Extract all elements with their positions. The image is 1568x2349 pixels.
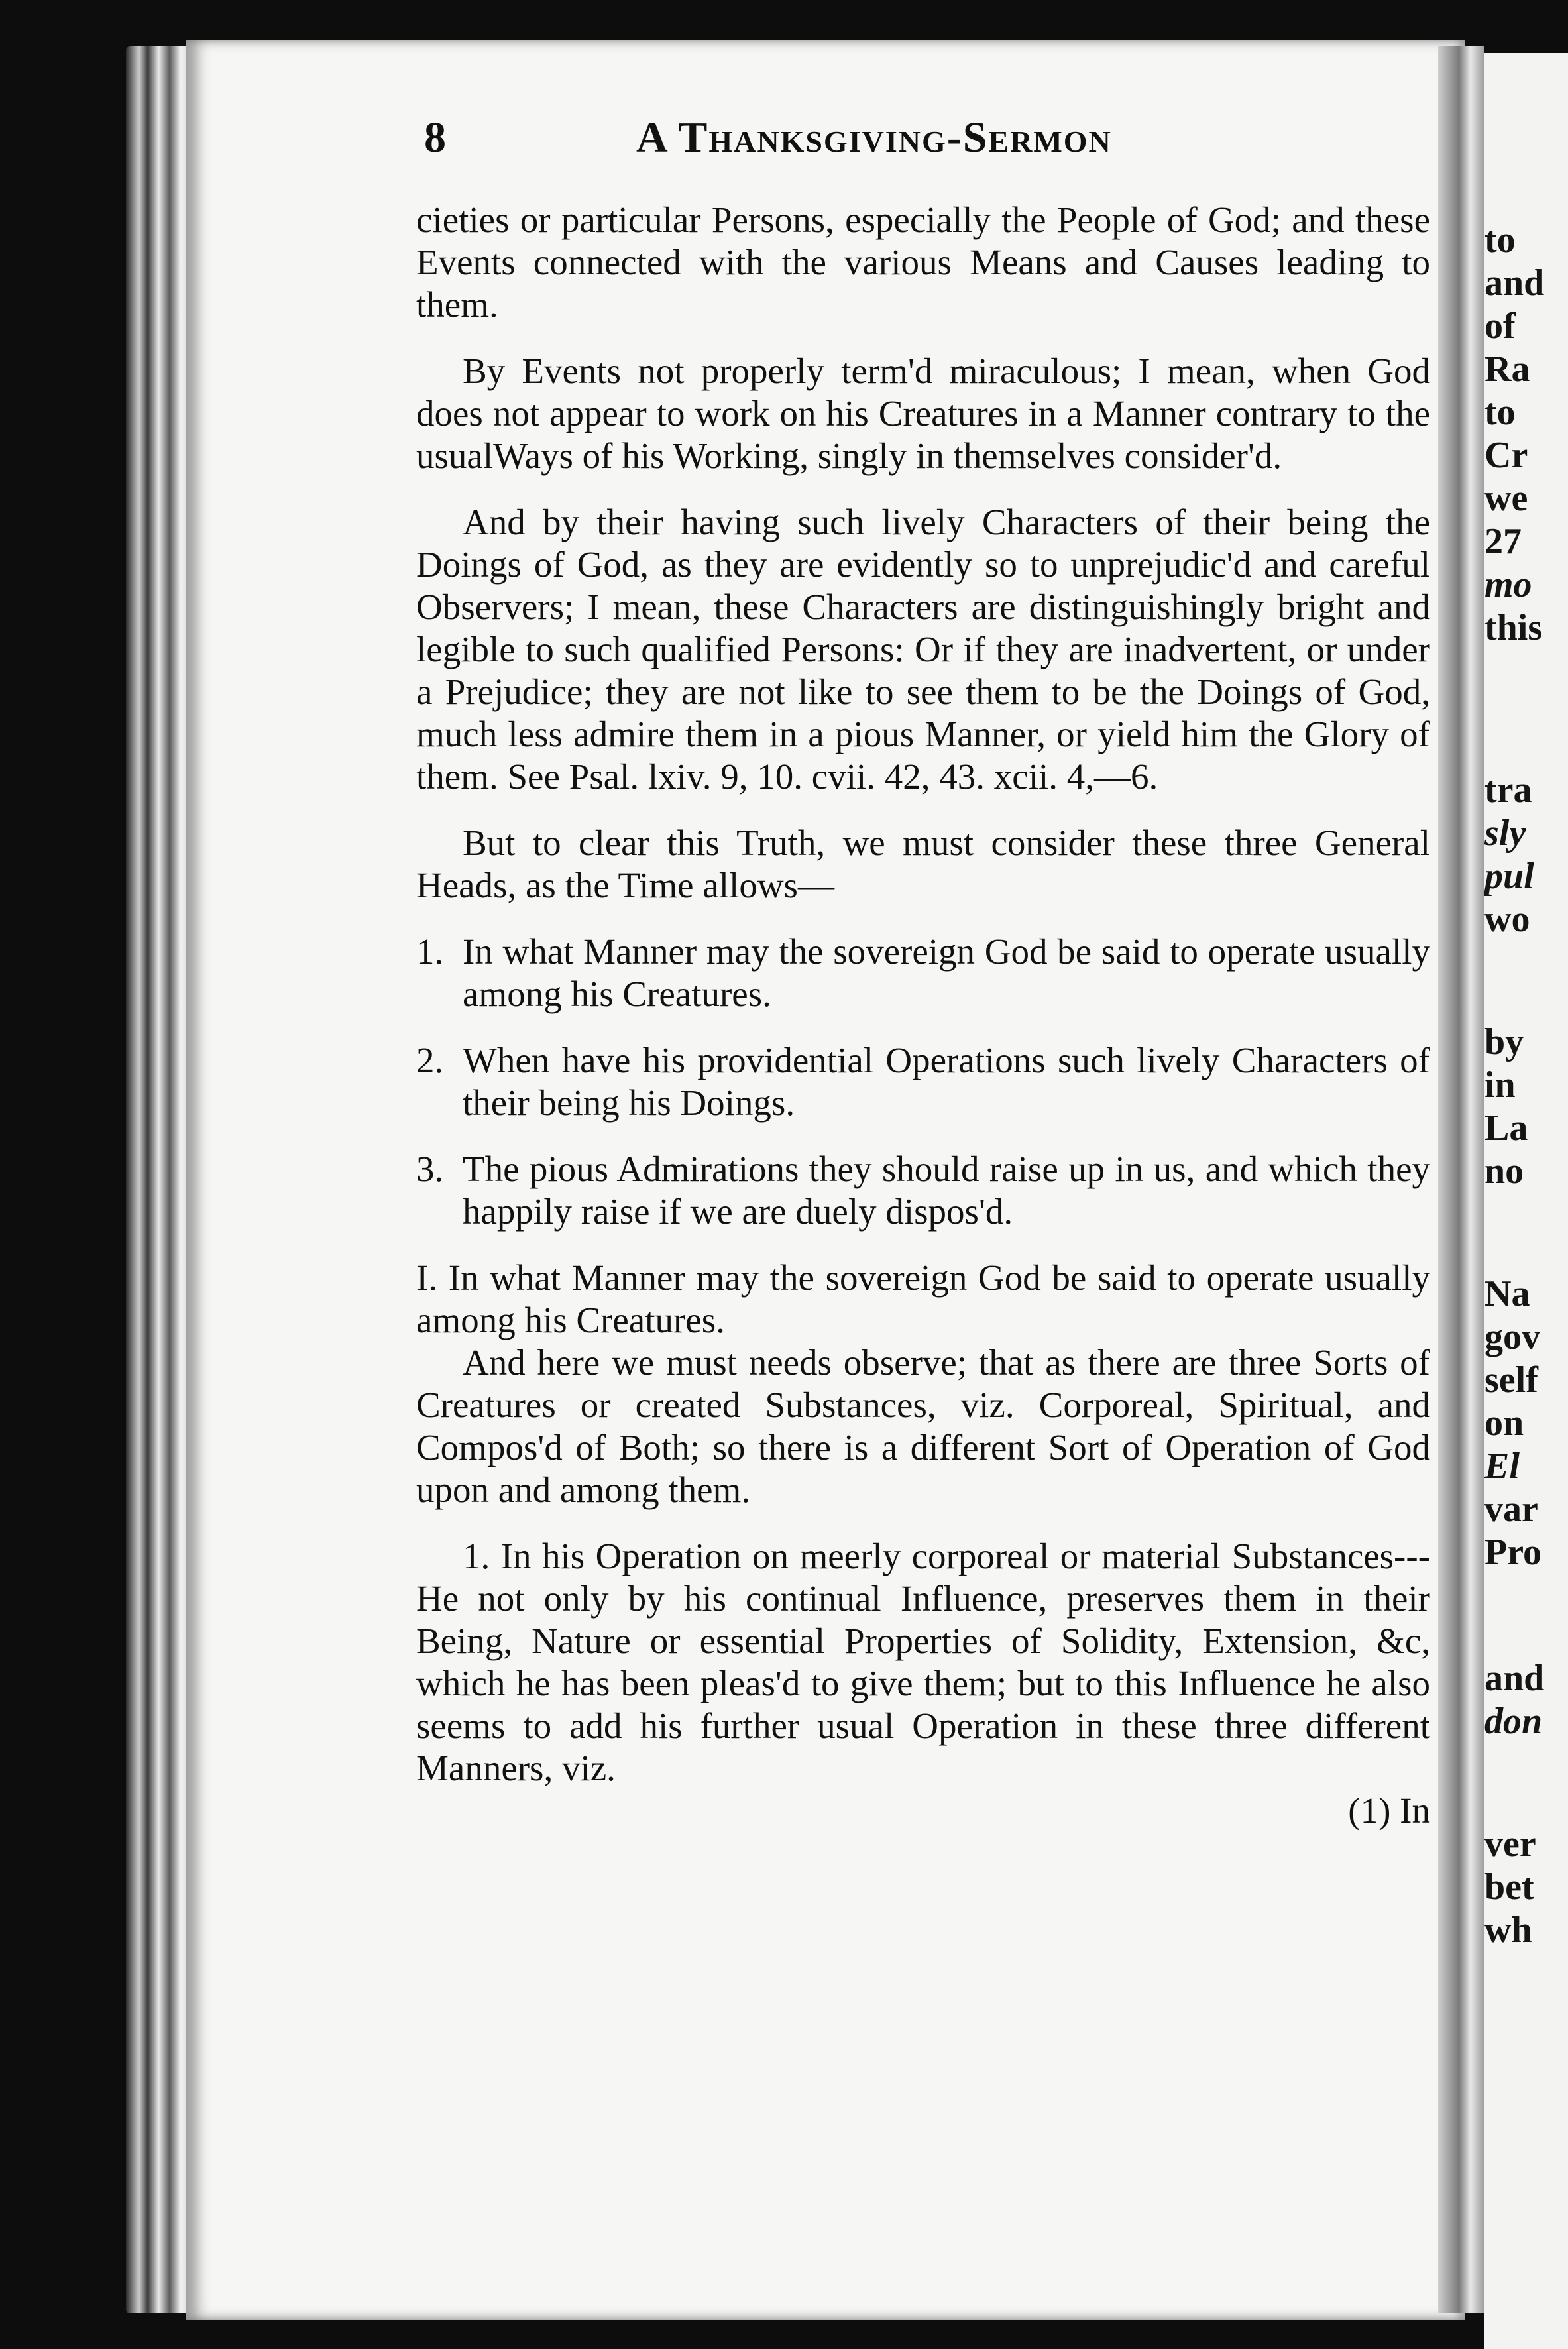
paragraph-general-heads-intro: But to clear this Truth, we must consider these three General Heads, as the Time allows— <box>416 823 1430 905</box>
section-heading-one: I. In what Manner may the sovereign God be said to operate usually among his Creatures. <box>416 1257 1430 1340</box>
fragment-line: mo <box>1484 564 1532 605</box>
list-number: 3. <box>416 1149 444 1189</box>
fragment-line: wo <box>1484 899 1530 940</box>
paragraph-characters-definition: And by their having such lively Characters of their being the Doings of God, as they are evidently so to unprejudic'd and careful Observers; I mean, these Characters are distinguishingly bright and legible to such qualified Persons: Or if they are inadvertent, or under a Prejudice; they are not like to see them to be the Doings of God, much less admire them in a pious Manner, or yield him the Glory of them. See Psal. lxiv. 9, 10. cvii. 42, 43. xcii. 4,—6. <box>416 502 1430 797</box>
fragment-line: ver <box>1484 1823 1536 1864</box>
running-head <box>424 113 1418 179</box>
fragment-line: don <box>1484 1701 1543 1742</box>
list-text: In what Manner may the sovereign God be said to operate usually among his Creatures. <box>463 931 1430 1014</box>
paragraph-continuation: cieties or particular Persons, especially the People of God; and these Events connected with the various Means and Causes leading to them. <box>416 200 1430 325</box>
fragment-line: 27 <box>1484 521 1522 562</box>
fragment-line: we <box>1484 478 1528 519</box>
fragment-line: bet <box>1484 1866 1534 1908</box>
fragment-line: to <box>1484 219 1516 260</box>
fragment-line: to <box>1484 392 1516 433</box>
page-title: A Thanksgiving-Sermon <box>636 113 1112 162</box>
fragment-line: Ra <box>1484 349 1530 390</box>
fragment-line: La <box>1484 1108 1528 1149</box>
list-text: The pious Admirations they should raise up in us, and which they happily raise if we are duely dispos'd. <box>463 1149 1430 1232</box>
book-gutter <box>1438 46 1484 2313</box>
fragment-line: Pro <box>1484 1532 1542 1573</box>
fragment-line: wh <box>1484 1910 1532 1951</box>
paragraph-corporeal-operation: 1. In his Operation on meerly corporeal or material Substances---He not only by his continual Influence, preserves them in their Being, Nature or essential Properties of Solidity, Extension, &c, which he has been pleas'd to give them; but to this Influence he also seems to add his further usual Operation in these three different Manners, viz. <box>416 1536 1430 1788</box>
fragment-line: by <box>1484 1021 1524 1062</box>
list-number: 1. <box>416 931 444 972</box>
fragment-line: tra <box>1484 770 1532 811</box>
paragraph-events-definition: By Events not properly term'd miraculous; I mean, when God does not appear to work on his Creatures in a Manner contrary to the usualWays of his Working, singly in themselves consider'd. <box>416 351 1430 476</box>
fragment-line: self <box>1484 1359 1538 1401</box>
general-head-1 <box>416 931 1430 1015</box>
fragment-line: no <box>1484 1151 1524 1192</box>
fragment-line: pul <box>1484 856 1534 897</box>
fragment-line: var <box>1484 1489 1538 1530</box>
fragment-line: of <box>1484 306 1516 347</box>
fragment-line: and <box>1484 262 1545 304</box>
fragment-line: El <box>1484 1446 1520 1487</box>
sermon-text <box>416 199 1430 1832</box>
fragment-line: in <box>1484 1064 1516 1106</box>
general-head-3 <box>416 1148 1430 1233</box>
fragment-line: this <box>1484 607 1543 648</box>
list-number: 2. <box>416 1040 444 1080</box>
paragraph-three-sorts: And here we must needs observe; that as there are three Sorts of Creatures or created Substances, viz. Corporeal, Spiritual, and Compos'd of Both; so there is a different Sort of Operation of God upon and among them. <box>416 1342 1430 1510</box>
fragment-line: Na <box>1484 1273 1530 1314</box>
fragment-line: Cr <box>1484 435 1528 476</box>
list-text: When have his providential Operations such lively Characters of their being his Doings. <box>463 1040 1430 1123</box>
general-head-2 <box>416 1039 1430 1124</box>
fragment-line: gov <box>1484 1316 1540 1357</box>
facing-page-fragment <box>1484 53 1568 2349</box>
catchword: (1) In <box>1348 1790 1430 1831</box>
fragment-line: and <box>1484 1658 1545 1699</box>
page-number: 8 <box>424 113 446 162</box>
fragment-line: sly <box>1484 813 1526 854</box>
fragment-line: on <box>1484 1403 1524 1444</box>
